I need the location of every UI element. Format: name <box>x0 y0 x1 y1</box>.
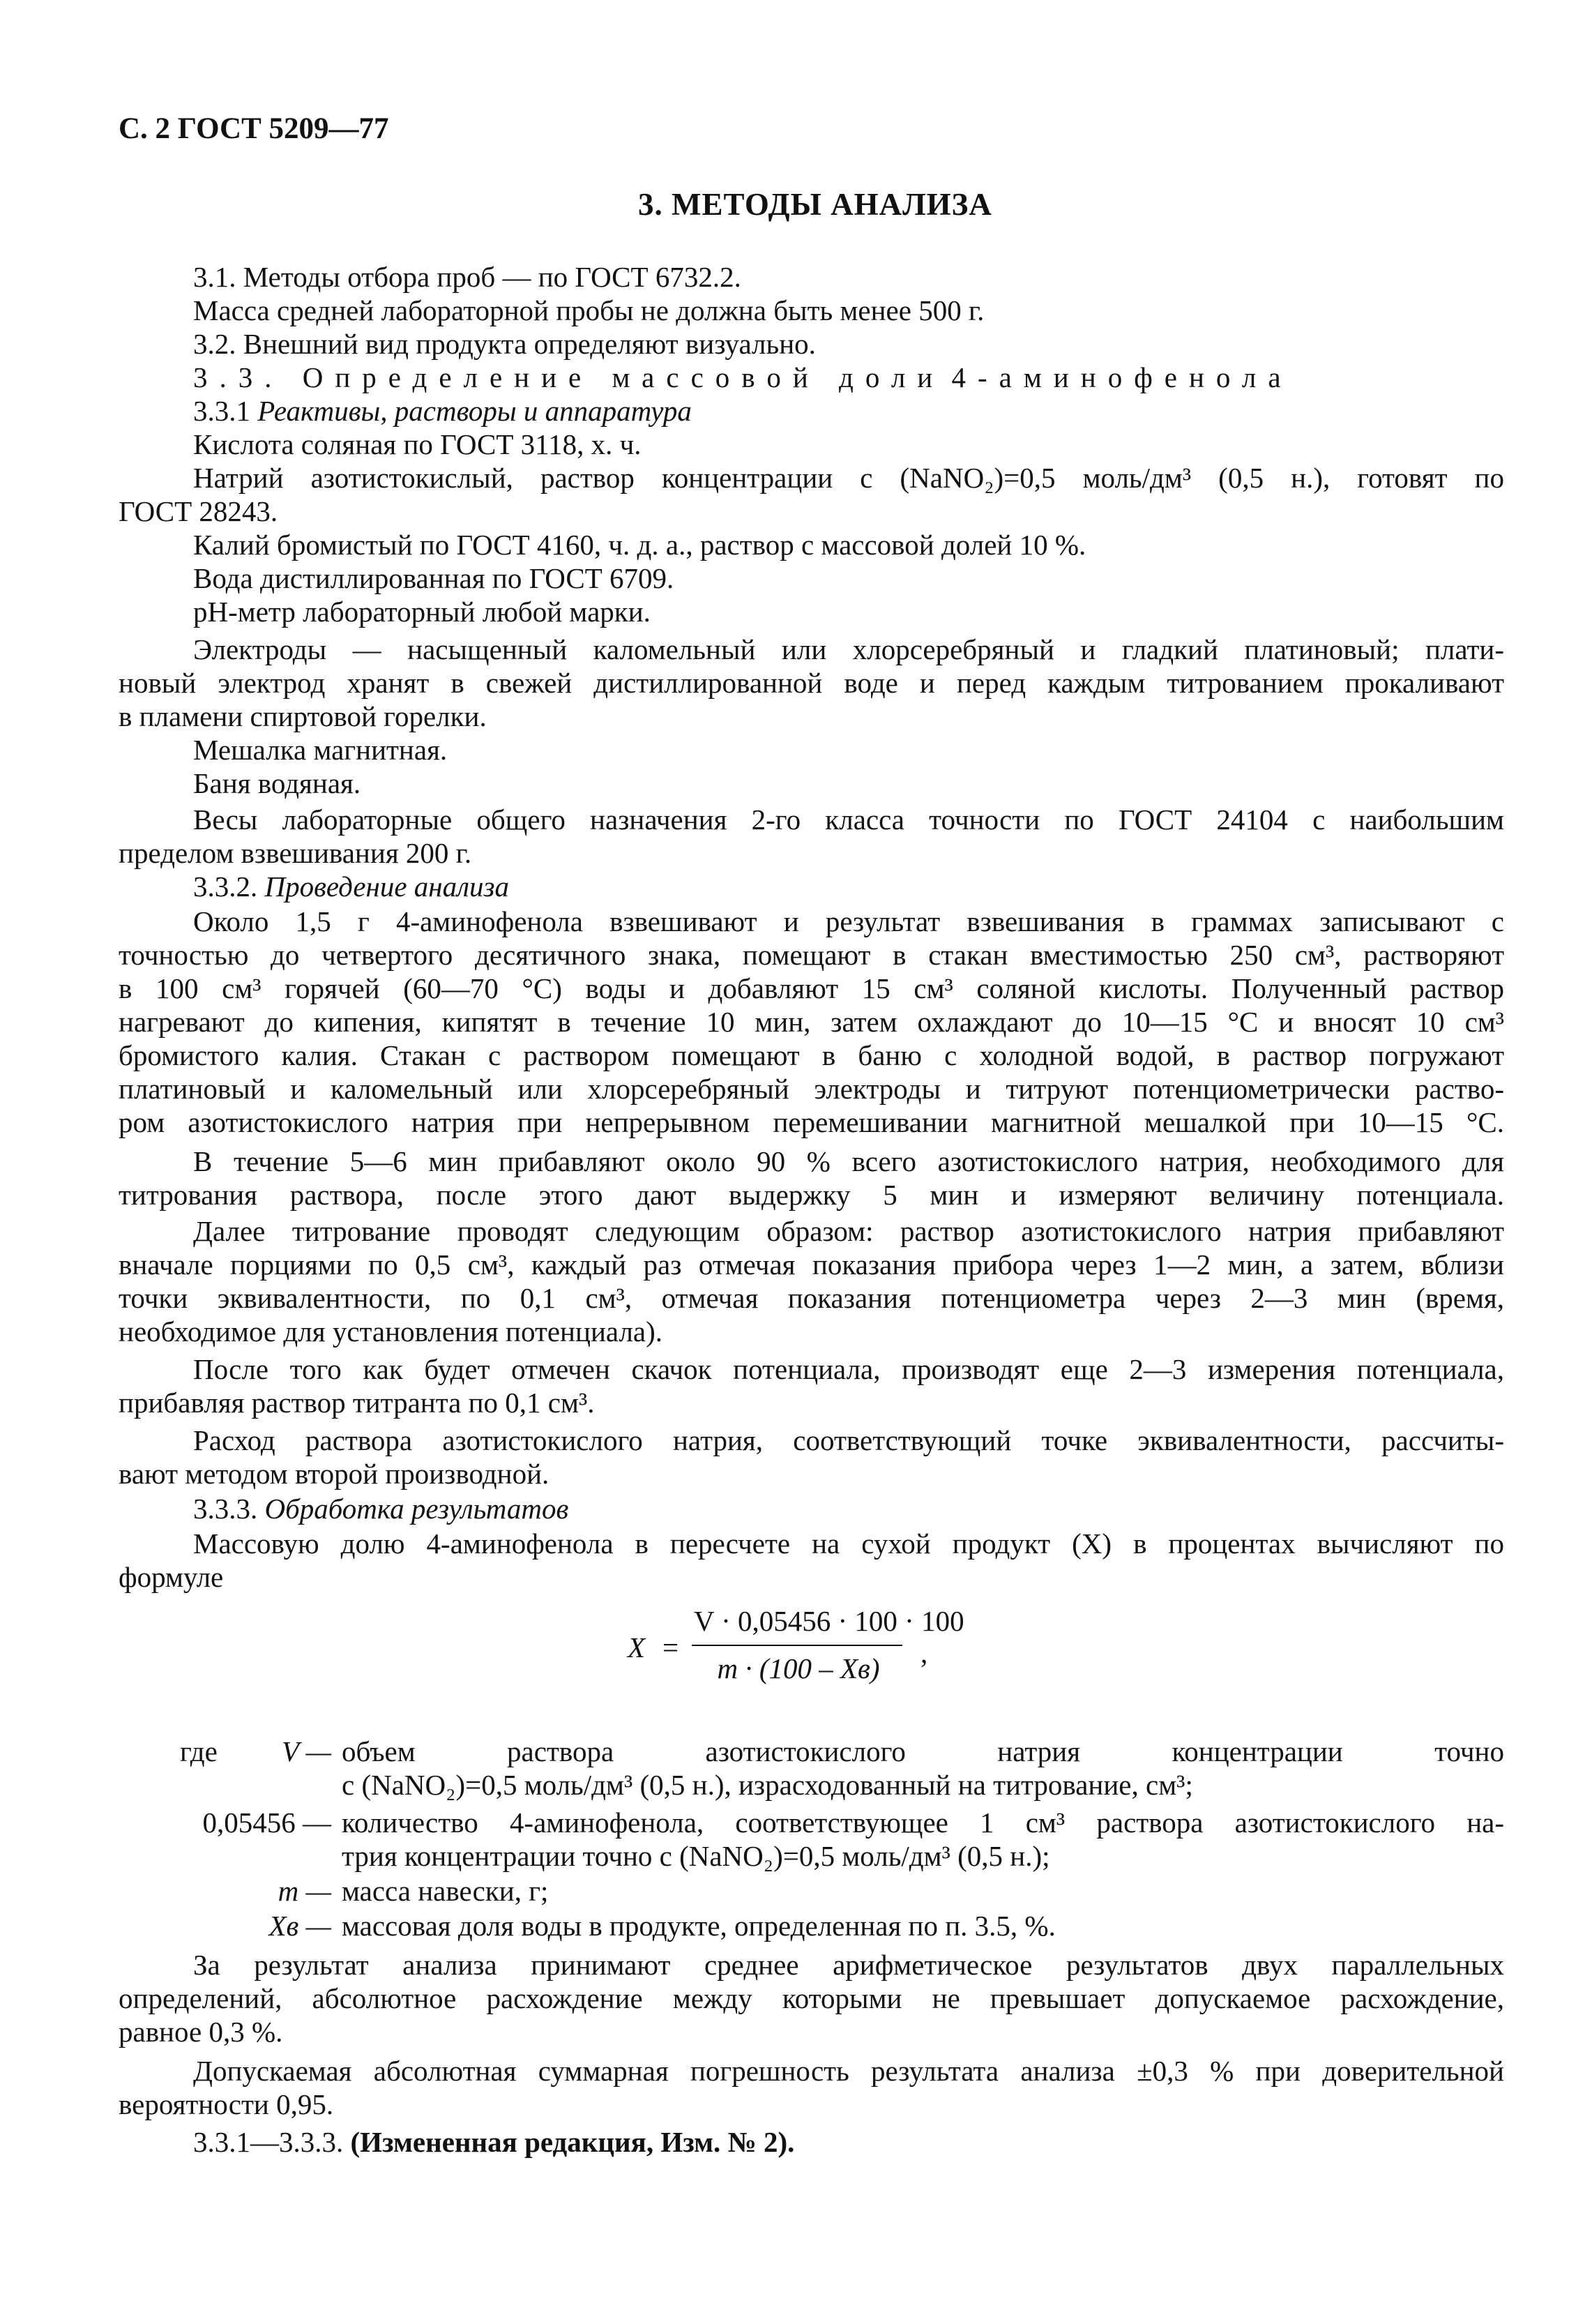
formula-lhs: X <box>628 1631 646 1663</box>
text-line: Весы лабораторные общего назначения 2-го класса точности по ГОСТ 24104 с наибольшим <box>193 803 1504 836</box>
text-line: Массовую долю 4-аминофенола в пересчете на сухой продукт (X) в процентах вычисляют по <box>193 1527 1504 1560</box>
text-line: пределом взвешивания 200 г. <box>119 837 472 869</box>
text-line: необходимое для установления потенциала). <box>119 1315 663 1348</box>
clause-range: 3.3.1—3.3.3. <box>193 2126 344 2158</box>
text-line: Калий бромистый по ГОСТ 4160, ч. д. а., раствор с массовой долей 10 %. <box>193 529 1086 561</box>
heading-spaced-text: 3.3. Определение массовой доли <box>193 361 945 393</box>
text-line: определений, абсолютное расхождение между которыми не превышает допускаемое расхождение, <box>119 1982 1504 2014</box>
text-line: вероятности 0,95. <box>119 2088 334 2120</box>
subsection-heading <box>193 360 1293 395</box>
legend-symbol: 0,05456 — <box>202 1806 331 1839</box>
formula-comma: , <box>920 1637 928 1669</box>
text-line: Мешалка магнитная. <box>193 734 448 766</box>
formula-numerator: V · 0,05456 · 100 · 100 <box>694 1605 964 1637</box>
text-line: ГОСТ 28243. <box>119 495 278 527</box>
amendment-note <box>193 2125 794 2159</box>
text-line: титрования раствора, после этого дают выдержку 5 мин и измеряют величину потенциала. <box>119 1179 1504 1211</box>
text-line: в пламени спиртовой горелки. <box>119 700 487 732</box>
text-line: нагревают до кипения, кипятят в течение 10 мин, затем охлаждают до 10—15 °С и вносят 10 см³ <box>119 1006 1504 1038</box>
text-line: Расход раствора азотистокислого натрия, соответствующий точке эквивалентности, рассчиты- <box>193 1424 1504 1456</box>
text-line: После того как будет отмечен скачок потенциала, производят еще 2—3 измерения потенциала, <box>193 1353 1504 1385</box>
legend-symbol: V — <box>281 1735 331 1767</box>
text-line: Натрий азотистокислый, раствор концентрации с (NaNO₂)=0,5 моль/дм³ (0,5 н.), готовят по <box>193 462 1504 494</box>
clause-title: Обработка результатов <box>264 1493 569 1525</box>
text-line: ром азотистокислого натрия при непрерывном перемешивании магнитной мешалкой при 10—15 °С. <box>119 1106 1504 1138</box>
legend-text: трия концентрации точно с (NaNO₂)=0,5 моль/дм³ (0,5 н.); <box>342 1840 1050 1872</box>
text-line: Электроды — насыщенный каломельный или хлорсеребряный и гладкий платиновый; плати- <box>193 633 1504 665</box>
text-line: Масса средней лабораторной пробы не должна быть менее 500 г. <box>193 294 985 326</box>
text-line: 3.2. Внешний вид продукта определяют визуально. <box>193 328 816 360</box>
clause-number: 3.3.2. <box>193 870 258 903</box>
formula <box>614 1597 1004 1709</box>
text-line: формуле <box>119 1561 224 1593</box>
subsection-label <box>193 869 509 904</box>
legend-text: объем раствора азотистокислого натрия концентрации точно <box>342 1735 1504 1767</box>
page-header: С. 2 ГОСТ 5209—77 <box>119 112 389 145</box>
text-line: вначале порциями по 0,5 см³, каждый раз отмечая показания прибора через 1—2 мин, а затем, вблизи <box>119 1248 1504 1281</box>
text-line: в 100 см³ горячей (60—70 °С) воды и добавляют 15 см³ соляной кислоты. Полученный раствор <box>119 972 1504 1004</box>
amendment-text: (Измененная редакция, Изм. № 2). <box>350 2126 795 2158</box>
text-line: В течение 5—6 мин прибавляют около 90 % всего азотистокислого натрия, необходимого для <box>193 1145 1504 1177</box>
clause-title: Проведение анализа <box>264 870 510 903</box>
legend-text: массовая доля воды в продукте, определенная по п. 3.5, %. <box>342 1910 1056 1942</box>
clause-number: 3.3.1 <box>193 395 250 427</box>
legend-text: количество 4-аминофенола, соответствующее 1 см³ раствора азотистокислого на- <box>342 1806 1504 1839</box>
heading-spaced-term: 4-аминофенола <box>951 361 1293 393</box>
legend-symbol: m — <box>278 1875 331 1907</box>
subsection-label <box>193 393 692 428</box>
text-line: За результат анализа принимают среднее арифметическое результатов двух параллельных <box>193 1949 1504 1981</box>
text-line: Вода дистиллированная по ГОСТ 6709. <box>193 562 674 594</box>
text-line: точки эквивалентности, по 0,1 см³, отмечая показания потенциометра через 2—3 мин (время, <box>119 1282 1504 1314</box>
fraction-bar <box>692 1645 902 1646</box>
text-line: вают методом второй производной. <box>119 1458 549 1490</box>
formula-denominator: m · (100 – Xв) <box>717 1652 880 1684</box>
legend-where: где <box>180 1735 218 1767</box>
text-line: Далее титрование проводят следующим образом: раствор азотистокислого натрия прибавляют <box>193 1215 1504 1247</box>
text-line: Около 1,5 г 4-аминофенола взвешивают и результат взвешивания в граммах записывают с <box>193 905 1504 937</box>
formula-equals: = <box>662 1631 679 1663</box>
text-line: 3.1. Методы отбора проб — по ГОСТ 6732.2. <box>193 261 741 293</box>
subsection-label <box>193 1491 568 1526</box>
text-line: бромистого калия. Стакан с раствором помещают в баню с холодной водой, в раствор погружают <box>119 1039 1504 1071</box>
legend-text: с (NaNO₂)=0,5 моль/дм³ (0,5 н.), израсходованный на титрование, см³; <box>342 1769 1193 1801</box>
text-line: Кислота соляная по ГОСТ 3118, х. ч. <box>193 428 642 460</box>
section-title: 3. МЕТОДЫ АНАЛИЗА <box>638 187 992 222</box>
text-line: платиновый и каломельный или хлорсеребряный электроды и титруют потенциометрически раство- <box>119 1073 1504 1105</box>
text-line: новый электрод хранят в свежей дистиллированной воде и перед каждым титрованием прокаливают <box>119 667 1504 699</box>
text-line: прибавляя раствор титранта по 0,1 см³. <box>119 1387 595 1419</box>
text-line: Допускаемая абсолютная суммарная погрешность результата анализа ±0,3 % при доверительной <box>193 2055 1504 2087</box>
text-line: точностью до четвертого десятичного знака, помещают в стакан вместимостью 250 см³, растворяют <box>119 939 1504 971</box>
text-line: равное 0,3 %. <box>119 2016 283 2048</box>
text-line: рН-метр лабораторный любой марки. <box>193 596 651 628</box>
clause-number: 3.3.3. <box>193 1493 258 1525</box>
text-line: Баня водяная. <box>193 767 361 799</box>
legend-text: масса навески, г; <box>342 1875 549 1907</box>
clause-title: Реактивы, растворы и аппаратура <box>257 395 692 427</box>
legend-symbol: Xв — <box>268 1910 331 1942</box>
